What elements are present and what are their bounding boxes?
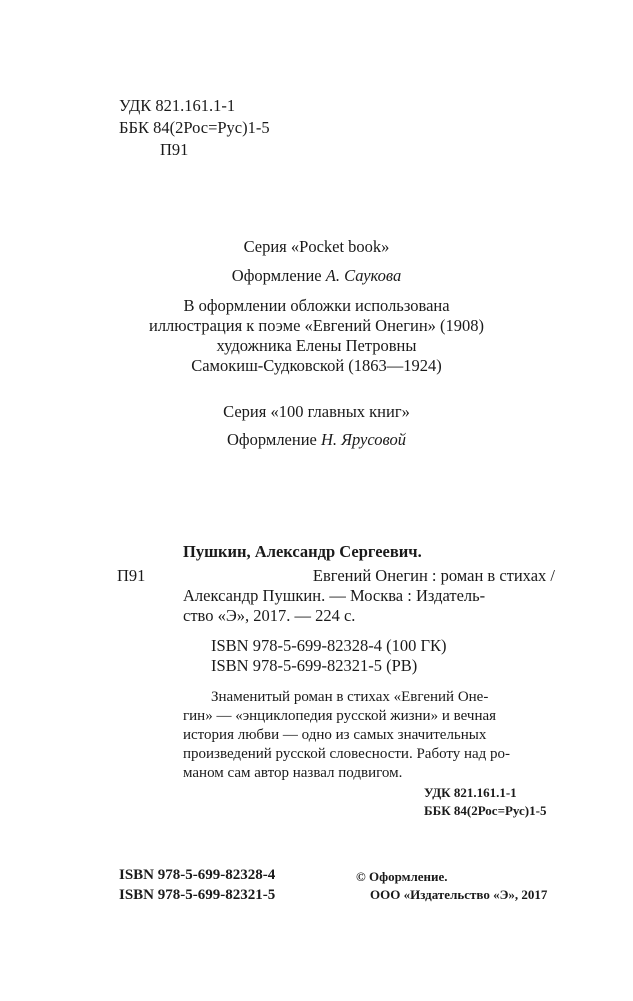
design-credit-1-prefix: Оформление [231, 266, 326, 285]
design-credit-2 [0, 430, 633, 450]
footer-copyright [356, 868, 547, 904]
footer-isbn-line: ISBN 978-5-699-82321-5 [119, 887, 276, 903]
cover-note-line: В оформлении обложки использована [183, 296, 450, 315]
series-pocket-book: Серия «Pocket book» [243, 237, 390, 256]
copyright-line: ООО «Издательство «Э», 2017 [370, 887, 548, 902]
annotation-line: маном сам автор назвал подвигом. [183, 765, 403, 781]
catalog-author: Пушкин, Александр Сергеевич. [183, 542, 422, 561]
catalog-udk: УДК 821.161.1-1 [424, 785, 517, 800]
design-credit-1-name: А. Саукова [325, 266, 402, 285]
cover-note-line: иллюстрация к поэме «Евгений Онегин» (1908) [148, 316, 485, 335]
cover-note [0, 296, 633, 376]
catalog-mark: П91 [117, 566, 146, 585]
catalog-codes [424, 784, 546, 820]
annotation-line: история любви — одно из самых значительных [183, 727, 487, 743]
cover-note-line: Самокиш-Судковской (1863—1924) [191, 356, 442, 375]
copyright-line: © Оформление. [356, 869, 448, 884]
catalog-isbn-line: ISBN 978-5-699-82328-4 (100 ГК) [211, 636, 447, 655]
annotation-line: Знаменитый роман в стихах «Евгений Оне- [211, 689, 489, 705]
udk-code: УДК 821.161.1-1 [119, 96, 236, 115]
design-credit-2-prefix: Оформление [227, 430, 321, 449]
catalog-isbn [211, 636, 446, 676]
catalog-description-line: ство «Э», 2017. — 224 с. [183, 606, 356, 625]
design-credit-2-name: Н. Ярусовой [320, 430, 406, 449]
design-credit-1 [0, 266, 633, 286]
catalog-description [183, 566, 555, 626]
author-mark: П91 [160, 140, 189, 159]
footer-isbn-line: ISBN 978-5-699-82328-4 [119, 867, 276, 883]
catalog-description-line: Евгений Онегин : роман в стихах / [312, 566, 555, 585]
catalog-bbk: ББК 84(2Рос=Рус)1-5 [424, 803, 547, 818]
catalog-annotation [183, 688, 563, 783]
annotation-line: произведений русской словесности. Работу над ро- [183, 746, 511, 762]
catalog-description-line: Александр Пушкин. — Москва : Издатель- [183, 586, 486, 605]
cover-note-line: художника Елены Петровны [216, 336, 417, 355]
annotation-line: гин» — «энциклопедия русской жизни» и вечная [183, 708, 497, 724]
series-100-books: Серия «100 главных книг» [223, 402, 410, 421]
footer-isbn [119, 865, 275, 905]
catalog-isbn-line: ISBN 978-5-699-82321-5 (РВ) [211, 656, 418, 675]
bbk-code: ББК 84(2Рос=Рус)1-5 [119, 118, 270, 137]
